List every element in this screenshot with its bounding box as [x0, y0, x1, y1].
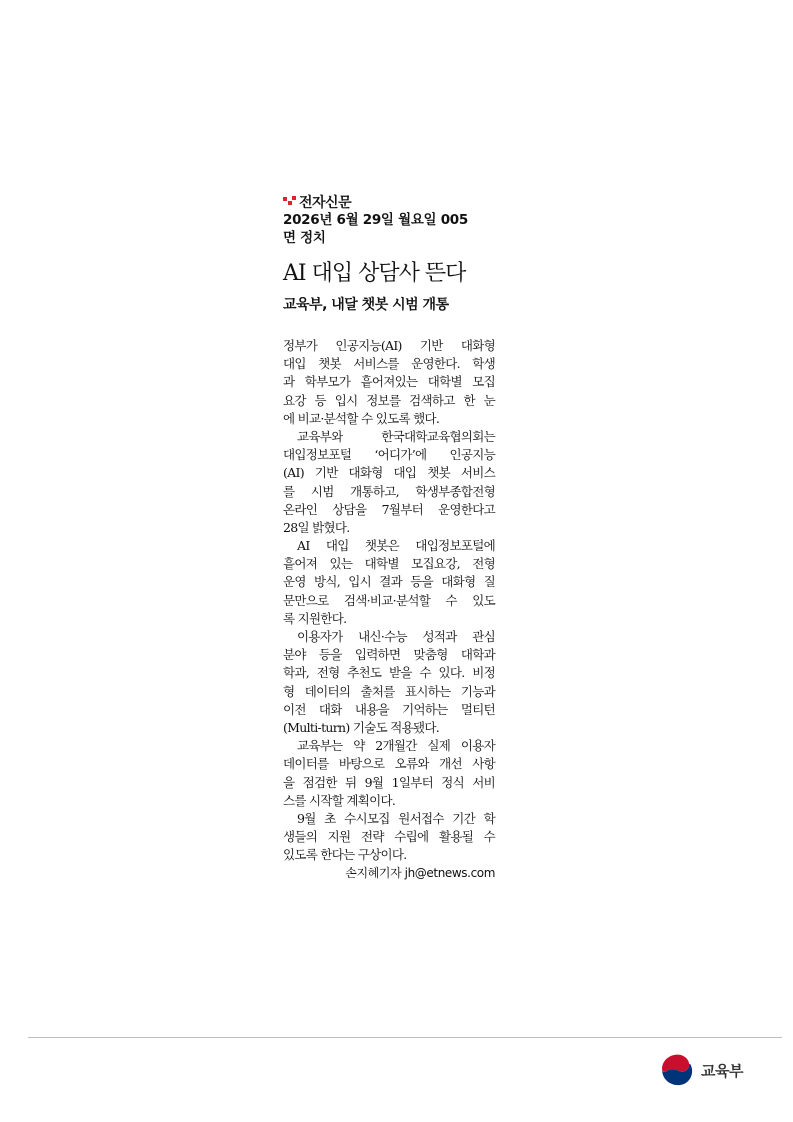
- body-line: 을 점검한 뒤 9월 1일부터 정식 서비: [283, 774, 495, 790]
- body-line: 있도록 한다는 구상이다.: [283, 847, 407, 863]
- footer-divider: [28, 1037, 782, 1038]
- body-line: 대입 챗봇 서비스를 운영한다. 학생: [283, 356, 495, 372]
- news-clipping: [283, 193, 495, 882]
- publication-date: 2026년 6월 29일 월요일 005: [283, 212, 468, 228]
- ministry-logo: [659, 1052, 743, 1088]
- body-line: 이용자가 내신·수능 성적과 관심: [297, 629, 495, 644]
- body-line: 교육부와 한국대학교육협의회는: [297, 428, 495, 444]
- body-line: (AI) 기반 대화형 대입 챗봇 서비스: [283, 465, 495, 481]
- body-line: 과 학부모가 흩어져있는 대학별 모집: [283, 374, 495, 390]
- ministry-name: 교육부: [701, 1061, 743, 1080]
- body-line: 형 데이터의 출처를 표시하는 기능과: [283, 683, 495, 699]
- body-line: 요강 등 입시 정보를 검색하고 한 눈: [283, 392, 495, 408]
- body-line: 스를 시작할 계획이다.: [283, 792, 396, 808]
- body-line: 록 지원한다.: [283, 610, 347, 626]
- article-byline: 손지혜기자 jh@etnews.com: [345, 866, 495, 881]
- body-line: 데이터를 바탕으로 오류와 개선 사항: [283, 756, 495, 772]
- body-line: 흩어져 있는 대학별 모집요강, 전형: [283, 556, 495, 572]
- body-line: 대입정보포털 ‘어디가’에 인공지능: [283, 447, 495, 463]
- body-line: 생들의 지원 전략 수립에 활용될 수: [283, 829, 495, 845]
- body-line: 9월 초 수시모집 원서접수 기간 학: [297, 810, 495, 826]
- body-line: 에 비교·분석할 수 있도록 했다.: [283, 410, 440, 426]
- body-line: 이전 대화 내용을 기억하는 멀티턴: [283, 701, 495, 717]
- body-line: AI 대입 챗봇은 대입정보포털에: [297, 538, 495, 554]
- article-subheadline: 교육부, 내달 챗봇 시범 개통: [283, 297, 449, 313]
- body-line: 분야 등을 입력하면 맞춤형 대학과: [283, 647, 495, 663]
- body-line: 교육부는 약 2개월간 실제 이용자: [297, 738, 495, 754]
- body-line: 온라인 상담을 7월부터 운영한다고: [283, 501, 495, 517]
- publication-section: 면 정치: [283, 230, 326, 246]
- body-line: (Multi-turn) 기술도 적용됐다.: [283, 719, 439, 735]
- body-line: 정부가 인공지능(AI) 기반 대화형: [283, 338, 495, 353]
- article-headline: AI 대입 상담사 뜬다: [283, 261, 466, 286]
- source-header: [283, 193, 495, 211]
- body-line: 학과, 전형 추천도 받을 수 있다. 비정: [283, 665, 495, 681]
- body-line: 문만으로 검색·비교·분석할 수 있도: [283, 592, 495, 608]
- etnews-logo-icon: [283, 196, 297, 208]
- taegeuk-emblem-icon: [659, 1052, 695, 1088]
- body-line: 운영 방식, 입시 결과 등을 대화형 질: [283, 574, 495, 590]
- body-line: 28일 밝혔다.: [283, 519, 350, 535]
- source-name: 전자신문: [299, 195, 352, 211]
- body-line: 를 시범 개통하고, 학생부종합전형: [283, 483, 495, 499]
- article-body: [283, 337, 495, 864]
